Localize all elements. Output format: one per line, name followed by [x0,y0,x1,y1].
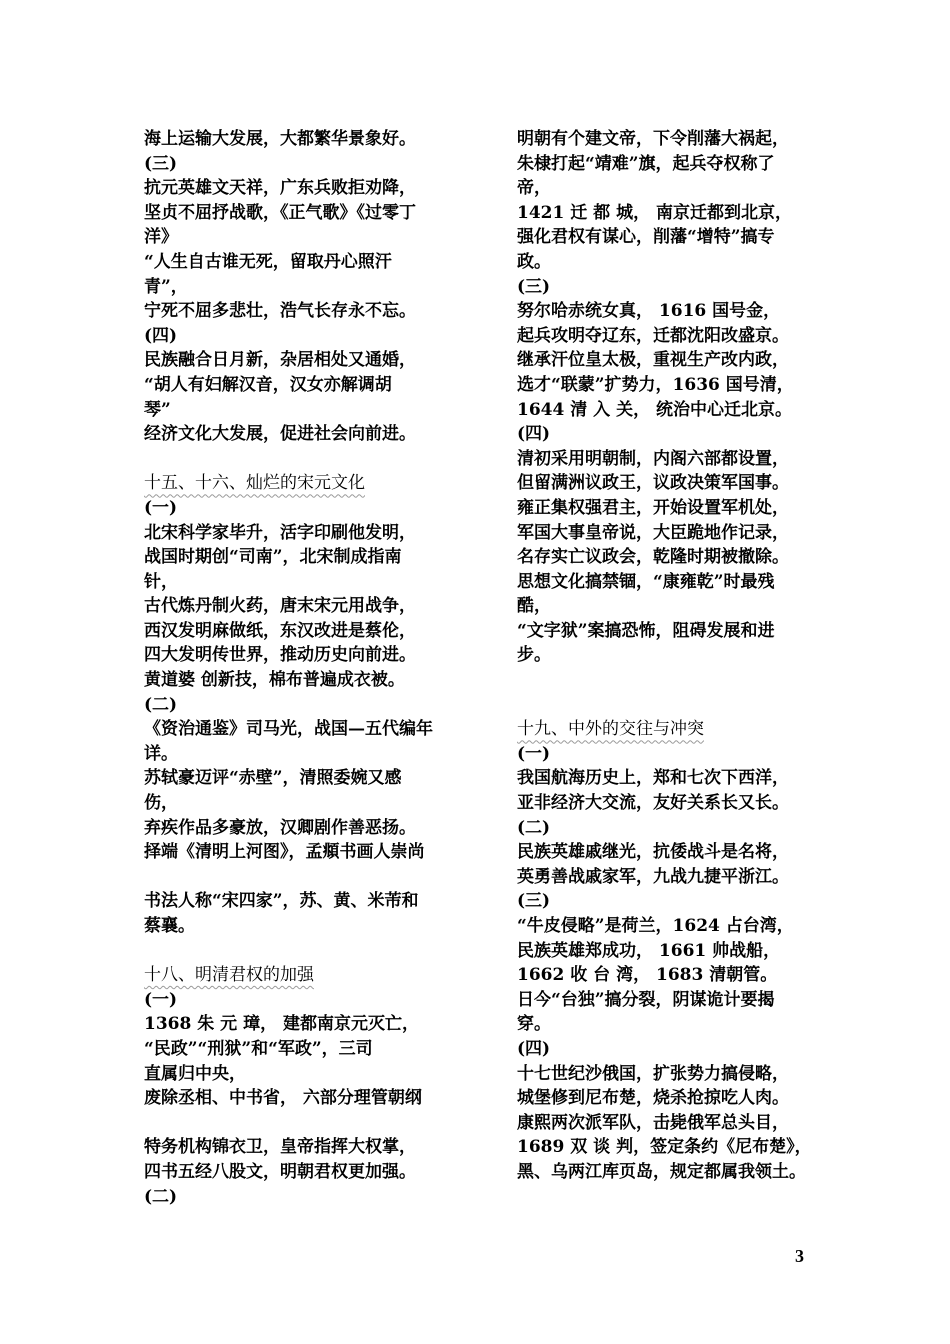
text-line: 战国时期创“司南”，北宋制成指南 [144,547,402,568]
section-heading: 十九、中外的交往与冲突 [517,719,704,740]
text-line: 书法人称“宋四家”，苏、黄、米芾和 [144,891,419,912]
text-line: 强化君权有谋心，削藩“增特”搞专 [517,227,775,248]
text-line: 琴” [144,399,171,420]
text-line: 1689 双 谈 判，签定条约《尼布楚》， [517,1137,812,1158]
text-line: 亚非经济大交流，友好关系长又长。 [517,793,789,814]
text-line: 步。 [517,645,551,666]
text-line: (四) [144,325,178,346]
text-line: “民政”“刑狱”和“军政”，三司 [144,1038,373,1059]
text-line: 蔡襄。 [144,916,195,936]
text-line: “胡人有妇解汉音，汉女亦解调胡 [144,374,392,395]
text-line: 特务机构锦衣卫，皇帝指挥大权掌， [144,1137,416,1158]
section-heading: 十五、十六、灿烂的宋元文化 [144,473,365,494]
blank-line [517,668,832,693]
text-line: 穿。 [517,1014,551,1035]
text-line: 1421 迁 都 城， 南京迁都到北京， [517,202,792,223]
left-column [144,127,459,1209]
text-line: 1368 朱 元 璋， 建都南京元灭亡， [144,1014,419,1035]
blank-line [144,447,459,472]
text-line: (三) [517,276,551,297]
blank-line [517,693,832,718]
text-line: 思想文化搞禁锢，“康雍乾”时最残 [517,571,775,592]
text-line: 西汉发明麻做纸，东汉改进是蔡伦， [144,620,416,641]
text-line: 政。 [517,251,551,272]
blank-line [144,865,459,890]
text-line: 北宋科学家毕升，活字印刷他发明， [144,522,416,543]
text-line: 雍正集权强君主，开始设置军机处， [517,497,789,518]
text-line: 起兵攻明夺辽东，迁都沈阳改盛京。 [517,325,789,346]
text-line: (四) [517,424,551,445]
text-line: 明朝有个建文帝，下令削藩大祸起， [517,129,789,149]
text-line: 清初采用明朝制，内阁六部都设置， [517,448,789,469]
text-line: 民族英雄戚继光，抗倭战斗是名将， [517,842,789,863]
text-line: (一) [144,497,178,518]
text-line: (三) [517,891,551,912]
text-line: 废除丞相、中书省， 六部分理管朝纲 [144,1088,422,1109]
text-line: 1662 收 台 湾， 1683 清朝管。 [517,965,778,986]
text-line: 十七世纪沙俄国，扩张势力搞侵略， [517,1063,789,1084]
text-line: “牛皮侵略”是荷兰，1624 占台湾， [517,916,794,936]
text-line: 详。 [144,743,178,764]
text-line: (二) [144,1186,178,1207]
blank-line [144,1111,459,1136]
text-line: 我国航海历史上，郑和七次下西洋， [517,768,789,789]
text-line: 宁死不屈多悲壮，浩气长存永不忘。 [144,301,416,322]
text-line: 康熙两次派军队，击毙俄军总头目， [517,1112,789,1133]
text-line: 黄道婆 创新技，棉布普遍成衣被。 [144,670,405,691]
text-line: 但留满洲议政王，议政决策军国事。 [517,473,789,494]
text-line: (四) [517,1038,551,1059]
text-line: 继承汗位皇太极，重视生产改内政， [517,350,789,371]
text-line: 黑、乌两江库页岛，规定都属我领土。 [517,1161,806,1182]
text-line: 四书五经八股文，明朝君权更加强。 [144,1161,416,1182]
text-line: 英勇善战戚家军，九战九捷平浙江。 [517,866,789,887]
text-line: 经济文化大发展，促进社会向前进。 [144,424,416,445]
text-line: 直属归中央， [144,1063,246,1084]
text-line: (二) [144,694,178,715]
text-line: 努尔哈赤统女真， 1616 国号金， [517,301,781,322]
text-line: 城堡修到尼布楚，烧杀抢掠吃人肉。 [517,1088,789,1109]
text-line: 青”， [144,276,188,297]
text-line: 日今“台独”搞分裂，阴谋诡计要揭 [517,989,775,1010]
text-line: 朱棣打起“靖难”旗，起兵夺权称了 [517,153,775,174]
text-line: 酷， [517,596,551,617]
text-line: 弃疾作品多豪放，汉卿剧作善恶扬。 [144,817,416,838]
text-line: “文字狱”案搞恐怖，阻碍发展和进 [517,620,775,641]
text-line: 名存实亡议政会，乾隆时期被撤除。 [517,547,789,568]
page-number: 3 [795,1246,804,1266]
text-line: 海上运输大发展，大都繁华景象好。 [144,129,416,149]
text-line: 军国大事皇帝说，大臣跪地作记录， [517,522,789,543]
text-line: 伤， [144,793,178,814]
text-line: (一) [517,743,551,764]
text-line: (三) [144,153,178,174]
text-line: 洋》 [144,227,178,248]
text-line: 择端《清明上河图》，孟頫书画人崇尚 [144,842,425,863]
text-line: 抗元英雄文天祥，广东兵败拒劝降， [144,178,416,199]
text-line: 1644 清 入 关， 统治中心迁北京。 [517,399,792,420]
text-line: (一) [144,989,178,1010]
text-line: 民族融合日月新，杂居相处又通婚， [144,350,416,371]
text-line: 民族英雄郑成功， 1661 帅战船， [517,940,781,961]
text-line: 四大发明传世界，推动历史向前进。 [144,645,416,666]
section-heading: 十八、明清君权的加强 [144,965,314,986]
text-line: 苏轼豪迈评“赤壁”，清照委婉又感 [144,768,402,789]
text-line: “人生自古谁无死，留取丹心照汗 [144,251,392,272]
right-column [517,127,832,1185]
blank-line [144,939,459,964]
text-line: 坚贞不屈抒战歌，《正气歌》《过零丁 [144,202,416,223]
text-line: (二) [517,817,551,838]
text-line: 《资治通鉴》司马光，战国—五代编年 [144,719,433,740]
text-line: 古代炼丹制火药，唐末宋元用战争， [144,596,416,617]
text-line: 帝， [517,178,551,199]
text-line: 针， [144,571,178,592]
text-line: 选才“联蒙”扩势力，1636 国号清， [517,374,794,395]
